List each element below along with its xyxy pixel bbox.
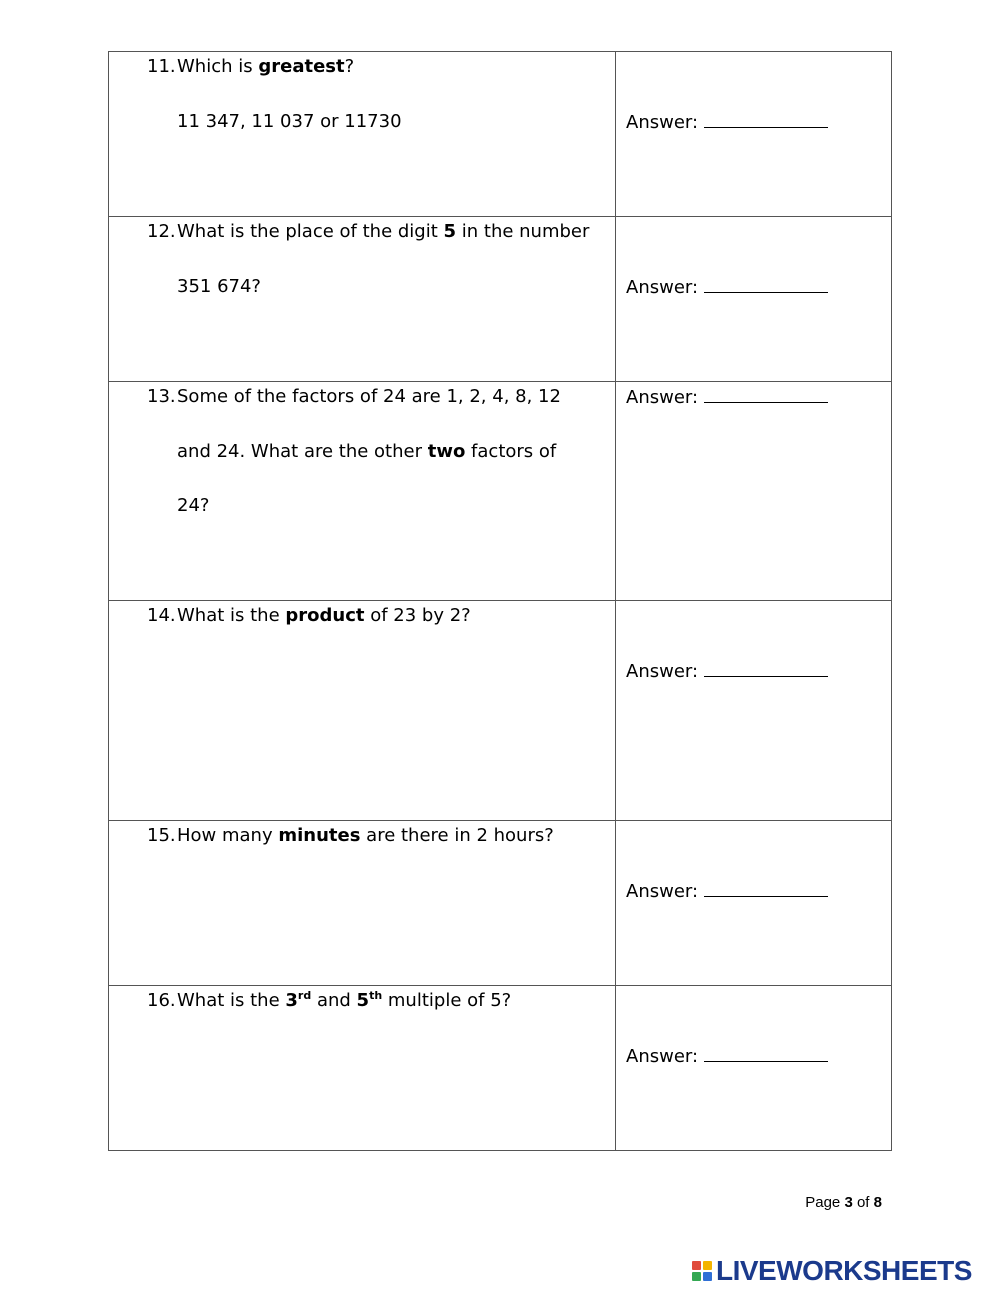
liveworksheets-logo-icon (692, 1261, 712, 1281)
question-text: and 24. What are the other (177, 440, 428, 462)
page-footer (805, 1194, 882, 1211)
question-text: What is the place of the digit (177, 221, 444, 242)
logo-square (703, 1261, 712, 1270)
question-text-line (147, 276, 615, 331)
answer-cell (616, 601, 892, 821)
question-row (109, 601, 892, 821)
question-text: th (369, 989, 383, 1002)
bold-keyword: two (427, 440, 466, 462)
question-text-line (147, 56, 615, 111)
question-text: Some of the factors of 24 are 1, 2, 4, 8, 12 (177, 386, 561, 407)
page-word: Page (805, 1194, 841, 1211)
question-text: What is the (177, 990, 286, 1011)
logo-square (692, 1272, 701, 1281)
question-row (109, 382, 892, 601)
question-text: multiple of 5? (382, 990, 512, 1011)
question-text-line (147, 111, 615, 166)
question-row (109, 217, 892, 382)
logo-square (692, 1261, 701, 1270)
answer-label: Answer: (626, 276, 699, 298)
question-cell (109, 601, 616, 821)
question-text: ? (344, 56, 355, 77)
question-text: 24? (177, 495, 210, 516)
answer-label: Answer: (626, 880, 699, 902)
question-text: in the number (456, 221, 590, 242)
answer-blank-field[interactable] (704, 386, 828, 403)
question-text-line (147, 441, 615, 496)
bold-keyword: product (285, 605, 365, 626)
question-text-line (147, 990, 615, 1045)
question-text: rd (297, 989, 312, 1002)
question-text: 351 674? (177, 275, 261, 297)
question-text: Which is (177, 56, 259, 77)
question-cell (109, 986, 616, 1151)
answer-cell (616, 52, 892, 217)
answer-blank-field[interactable] (704, 111, 828, 128)
brand-name: LIVEWORKSHEETS (716, 1255, 972, 1286)
answer-cell (616, 217, 892, 382)
question-number: 11. (147, 56, 176, 77)
answer-blank-field[interactable] (704, 880, 828, 897)
question-text-line (147, 825, 615, 880)
question-cell (109, 52, 616, 217)
question-text: and (311, 990, 357, 1011)
question-text: How many (177, 825, 279, 846)
of-word: of (856, 1194, 870, 1211)
answer-label: Answer: (626, 1045, 699, 1067)
logo-square (703, 1272, 712, 1281)
question-text: 11 347, 11 037 or 11730 (177, 110, 402, 132)
question-row (109, 821, 892, 986)
question-number: 13. (147, 386, 176, 407)
question-number: 15. (147, 825, 176, 846)
question-cell (109, 821, 616, 986)
question-text-line (147, 386, 615, 441)
bold-keyword: greatest (258, 56, 345, 77)
answer-cell (616, 821, 892, 986)
answer-label: Answer: (626, 660, 699, 682)
current-page-number: 3 (844, 1194, 853, 1211)
total-pages-number: 8 (873, 1194, 882, 1211)
bold-keyword: 3 (285, 990, 298, 1011)
question-text: What is the (177, 605, 286, 626)
question-row (109, 52, 892, 217)
question-number: 14. (147, 605, 176, 626)
answer-blank-field[interactable] (704, 276, 828, 293)
question-text: are there in 2 hours? (360, 825, 554, 846)
answer-blank-field[interactable] (704, 660, 828, 677)
question-cell (109, 382, 616, 601)
question-text: factors of (465, 440, 557, 462)
answer-blank-field[interactable] (704, 1045, 828, 1062)
question-number: 16. (147, 990, 176, 1011)
question-text-line (147, 221, 615, 276)
question-table (108, 51, 892, 1151)
question-cell (109, 217, 616, 382)
answer-label: Answer: (626, 111, 699, 133)
answer-label: Answer: (626, 387, 699, 408)
bold-keyword: minutes (278, 825, 361, 846)
liveworksheets-logo (692, 1256, 972, 1286)
answer-cell (616, 382, 892, 601)
bold-keyword: 5 (356, 990, 370, 1011)
question-text-line (147, 605, 615, 660)
question-number: 12. (147, 221, 176, 242)
question-text: of 23 by 2? (364, 605, 471, 626)
question-text-line (147, 495, 615, 550)
answer-cell (616, 986, 892, 1151)
bold-keyword: 5 (443, 221, 457, 242)
question-row (109, 986, 892, 1151)
